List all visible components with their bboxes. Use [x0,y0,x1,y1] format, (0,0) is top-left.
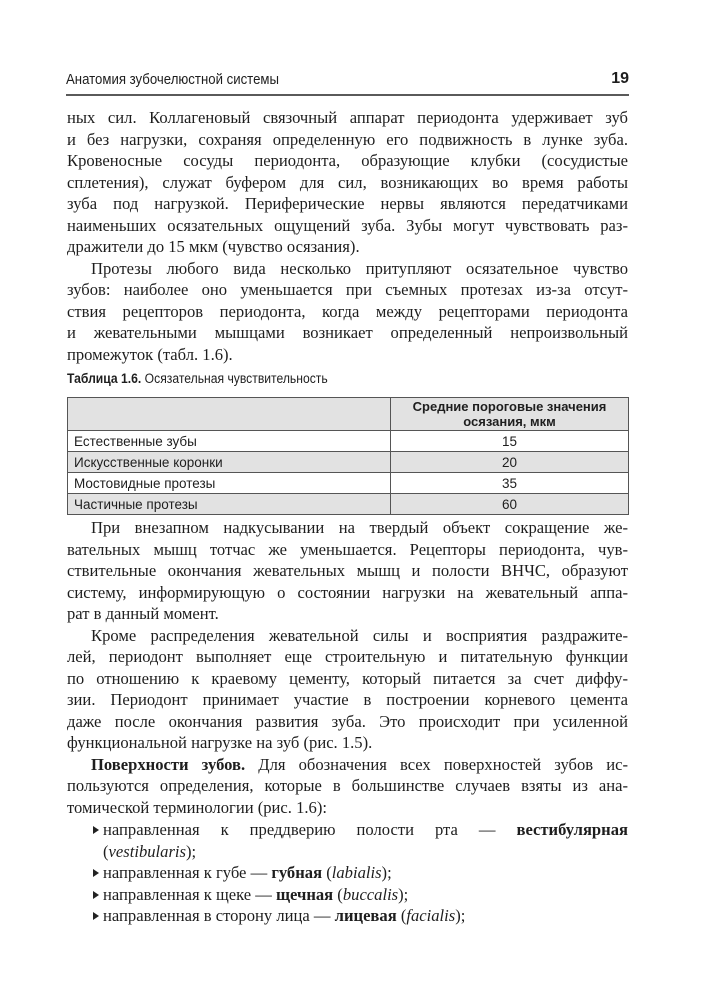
text-line: вательных мышц тотчас же уменьшается. Рецепторы периодонта, чув- [67,539,628,559]
text-line: ных сил. Коллагеновый связочный аппарат периодонта удерживает зуб [67,108,628,127]
text-run: направленная к преддверию полости рта — [103,820,517,839]
text-line [93,819,628,841]
table-row [68,431,629,452]
text-run: направленная к щеке — [103,884,276,904]
section-heading: Поверхности зубов. [91,754,246,774]
cell: Искусственные коронки [68,452,391,473]
text-line: и жевательными мышцами возникает определенный непроизвольный [67,323,628,342]
text-run: ( [333,884,343,904]
text-line: дражители до 15 мкм (чувство осязания). [67,237,360,256]
text-line [93,862,628,884]
text-run: ); [185,841,197,861]
text-run: ( [396,906,407,925]
cell: 15 [391,431,629,452]
term: щечная [276,884,334,904]
text-line: наименьших осязательных ощущений зуба. Зубы могут чувствовать раз- [67,215,628,235]
chapter-title: Анатомия зубочелюстной системы [66,71,279,88]
text-line [93,841,628,863]
term: лицевая [334,906,397,925]
text-line: ствия рецепторов периодонта, когда между рецепторами периодонта [67,301,628,321]
caption-text: Осязательная чувствительность [141,371,328,386]
text-run: направленная в сторону лица — [103,906,335,925]
sensitivity-table [67,397,629,515]
latin-term: labialis [331,863,382,882]
list-item [93,905,628,927]
page-number: 19 [611,70,629,87]
table-row [68,494,629,515]
text-line: функциональной нагрузке на зуб (рис. 1.5). [67,733,373,752]
text-line [67,754,628,776]
text-line: При внезапном надкусывании на твердый объект сокращение же- [91,518,628,537]
text-line: лей, периодонт выполняет еще строительную и питательную функции [67,647,628,666]
text-line: пользуются определения, которые в большинстве случаев взяты из ана- [67,776,628,795]
text-line: зубов: наиболее оно уменьшается при съемных протезах из-за отсут- [67,280,628,299]
text-line: ствительные окончания жевательных мышц и полости ВНЧС, образуют [67,561,628,580]
text-run: ); [398,884,409,904]
cell: Естественные зубы [68,431,391,452]
cell: 20 [391,452,629,473]
cell: Частичные протезы [68,494,391,515]
text-line: зии. Периодонт принимает участие в построении корневого цемента [67,690,628,709]
text-line: промежуток (табл. 1.6). [67,344,233,364]
text-line: Кроме распределения жевательной силы и восприятия раздражите- [91,625,628,645]
latin-term: vestibularis [108,841,186,861]
caption-label: Таблица 1.6. [67,371,142,386]
text-line: томической терминологии (рис. 1.6): [67,797,327,817]
paragraph-3-5 [67,517,628,818]
triangle-bullet-icon [93,869,99,877]
text-line: Протезы любого вида несколько притупляют осязательное чувство [91,258,628,278]
running-header [66,68,629,96]
text-line: Кровеносные сосуды периодонта, образующие клубки (сосудистые [67,151,628,170]
text-line: систему, информирующую о состоянии нагрузки на жевательный аппа- [67,582,628,602]
text-line [93,884,628,906]
term: вестибулярная [516,820,628,839]
text-run: Для обозначения всех поверхностей зубов ис- [245,754,628,774]
table-header-row [68,398,629,431]
latin-term: buccalis [342,884,399,904]
triangle-bullet-icon [93,891,99,899]
text-run: ( [103,841,109,861]
cell: Мостовидные протезы [68,473,391,494]
text-line [93,905,628,927]
text-line: рат в данный момент. [67,604,219,623]
paragraph-1 [67,107,628,365]
list-item [93,884,628,906]
text-run: ( [322,863,332,882]
text-run: ); [381,863,392,882]
text-line: даже после окончания развития зуба. Это происходит при усиленной [67,711,628,731]
cell: 60 [391,494,629,515]
bullet-list [93,819,628,927]
text-line: и без нагрузки, сохраняя определенную его подвижность в лунке зуба. [67,129,628,149]
header-cell [68,398,391,431]
text-line: по отношению к краевому цементу, который питается за счет диффу- [67,668,628,688]
header-cell: Средние пороговые значения осязания, мкм [391,398,629,431]
list-item [93,862,628,884]
term: губная [271,863,323,882]
table-row [68,452,629,473]
cell: 35 [391,473,629,494]
text-line: зуба под нагрузкой. Периферические нервы являются передатчиками [67,194,628,213]
list-item [93,819,628,862]
triangle-bullet-icon [93,912,99,920]
text-run: направленная к губе — [103,863,272,882]
triangle-bullet-icon [93,826,99,834]
table-caption [67,371,328,386]
text-run: ); [455,906,466,925]
table-row [68,473,629,494]
text-line: сплетения), служат буфером для сил, возникающих во время работы [67,172,628,192]
latin-term: facialis [406,906,456,925]
